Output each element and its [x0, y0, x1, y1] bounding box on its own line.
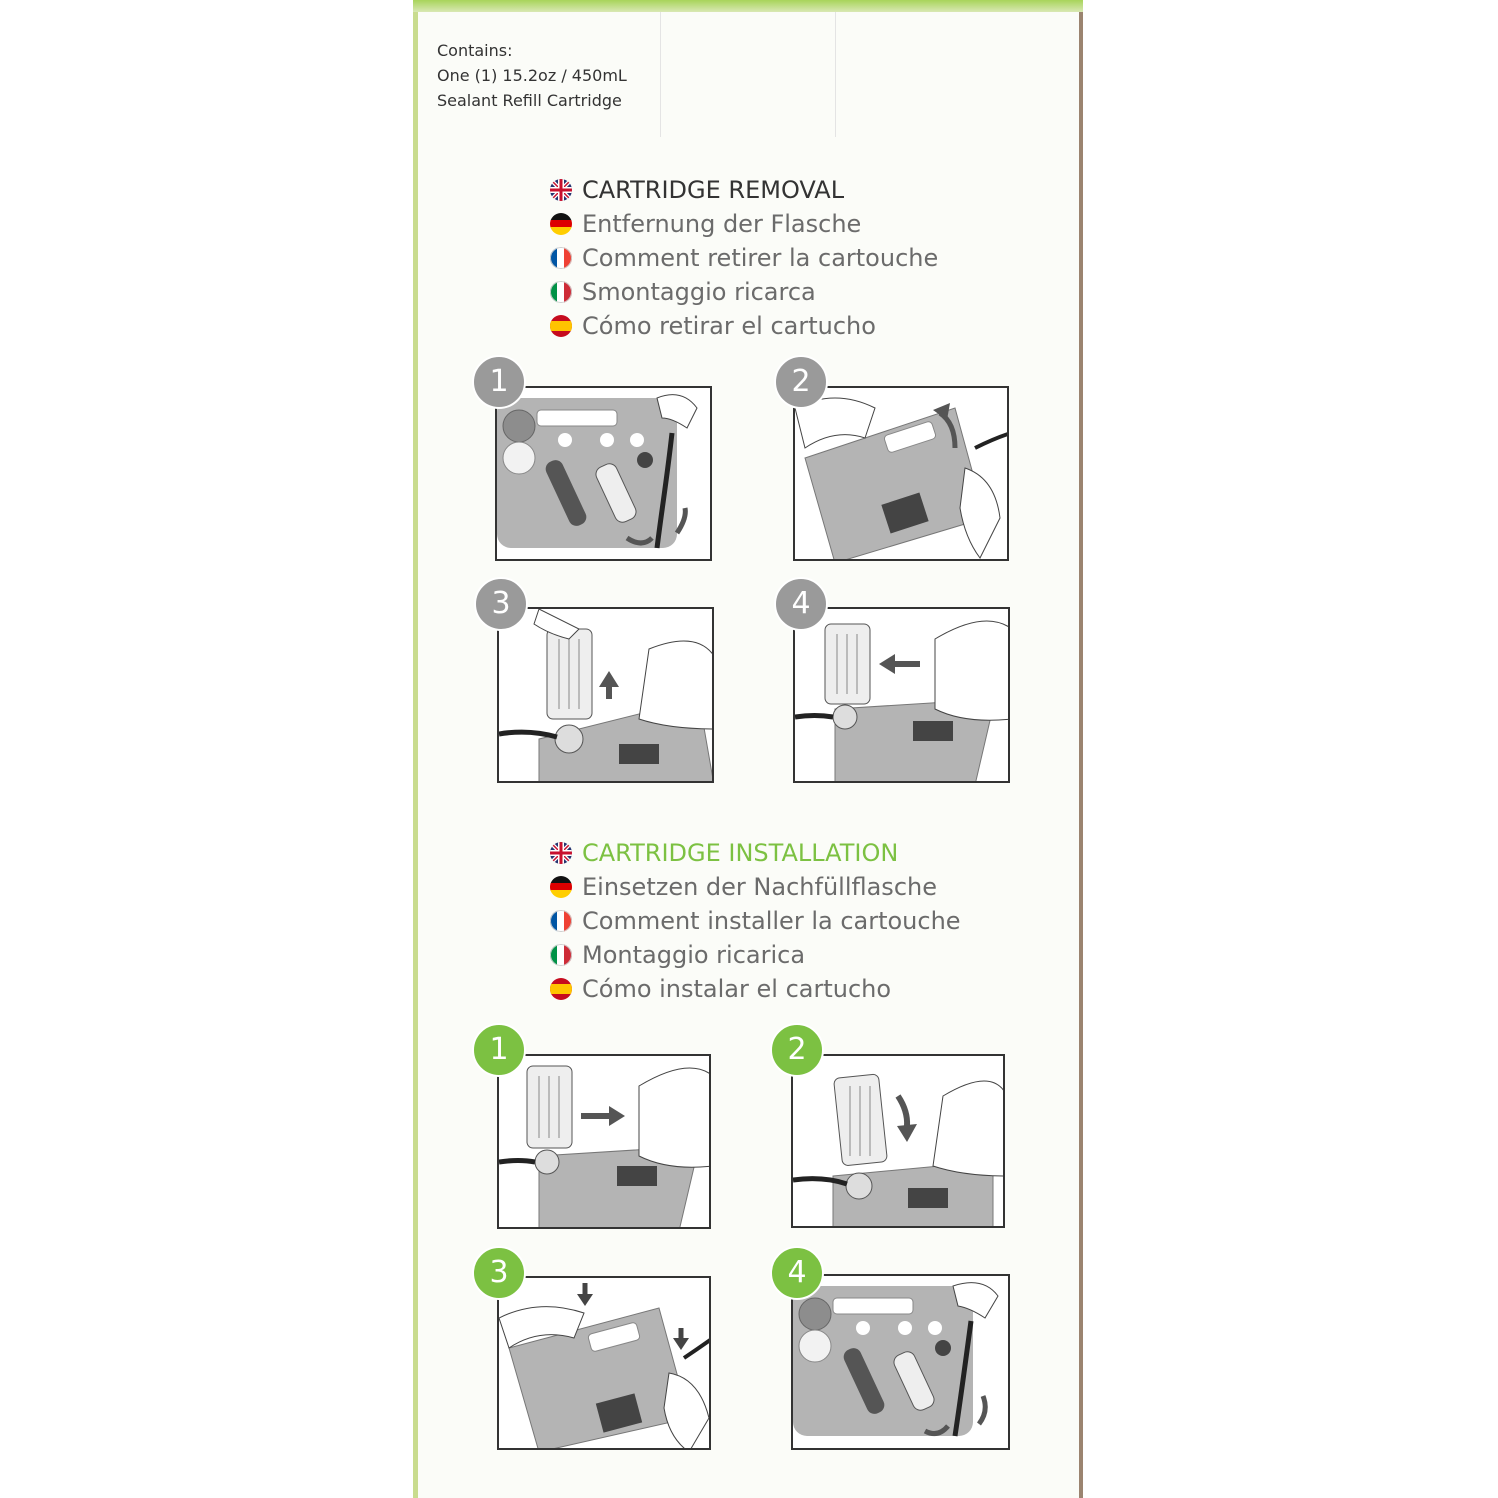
contents-quantity: One (1) 15.2oz / 450mL: [437, 66, 627, 85]
es-flag-icon: [550, 315, 572, 337]
heading-text-it: Montaggio ricarica: [582, 941, 806, 969]
heading-text-es: Cómo retirar el cartucho: [582, 312, 876, 340]
step-number-badge: 2: [774, 355, 828, 409]
panel-fold-line: [835, 12, 836, 137]
contents-label: [437, 38, 627, 113]
step-number-badge: 1: [472, 1023, 526, 1077]
panel-fold-line: [660, 12, 661, 137]
heading-row: [550, 938, 961, 972]
cartridge-slide-out-illustration: [795, 609, 1010, 783]
heading-text-es: Cómo instalar el cartucho: [582, 975, 892, 1003]
step-number-badge: 2: [770, 1023, 824, 1077]
heading-text-it: Smontaggio ricarca: [582, 278, 816, 306]
step-number-badge: 4: [774, 577, 828, 631]
heading-text-de: Einsetzen der Nachfüllflasche: [582, 873, 937, 901]
uk-flag-icon: [550, 179, 572, 201]
heading-text-de: Entfernung der Flasche: [582, 210, 862, 238]
heading-row: [550, 309, 938, 343]
removal-heading: [550, 173, 938, 343]
es-flag-icon: [550, 978, 572, 1000]
cartridge-slide-in-illustration: [499, 1056, 711, 1229]
heading-row: [550, 972, 961, 1006]
it-flag-icon: [550, 281, 572, 303]
de-flag-icon: [550, 213, 572, 235]
heading-row: [550, 241, 938, 275]
installation-step-1-illustration: [497, 1054, 711, 1229]
installation-step-4-illustration: [791, 1274, 1010, 1450]
removal-step-4-illustration: [793, 607, 1010, 783]
device-press-illustration: [499, 1278, 711, 1450]
heading-text-en: CARTRIDGE REMOVAL: [582, 176, 845, 204]
contents-heading: Contains:: [437, 41, 513, 60]
device-plug-in-illustration: [793, 1276, 1010, 1450]
step-number-badge: 3: [474, 577, 528, 631]
installation-heading: [550, 836, 961, 1006]
heading-row: [550, 275, 938, 309]
fr-flag-icon: [550, 910, 572, 932]
removal-step-1-illustration: [495, 386, 712, 561]
removal-step-2-illustration: [793, 386, 1009, 561]
step-number-badge: 3: [472, 1246, 526, 1300]
heading-row: [550, 207, 938, 241]
device-unplug-illustration: [497, 388, 712, 561]
fr-flag-icon: [550, 247, 572, 269]
heading-row: [550, 904, 961, 938]
contents-item: Sealant Refill Cartridge: [437, 91, 622, 110]
de-flag-icon: [550, 876, 572, 898]
cartridge-lower-illustration: [793, 1056, 1005, 1228]
step-number-badge: 4: [770, 1246, 824, 1300]
device-flip-illustration: [795, 388, 1009, 561]
heading-row: [550, 836, 961, 870]
heading-text-en: CARTRIDGE INSTALLATION: [582, 839, 899, 867]
heading-row: [550, 173, 938, 207]
installation-step-2-illustration: [791, 1054, 1005, 1228]
it-flag-icon: [550, 944, 572, 966]
packaging-top-edge: [413, 0, 1083, 12]
heading-text-fr: Comment retirer la cartouche: [582, 244, 939, 272]
uk-flag-icon: [550, 842, 572, 864]
cartridge-lift-illustration: [499, 609, 714, 783]
heading-text-fr: Comment installer la cartouche: [582, 907, 961, 935]
step-number-badge: 1: [472, 355, 526, 409]
removal-step-3-illustration: [497, 607, 714, 783]
installation-step-3-illustration: [497, 1276, 711, 1450]
heading-row: [550, 870, 961, 904]
